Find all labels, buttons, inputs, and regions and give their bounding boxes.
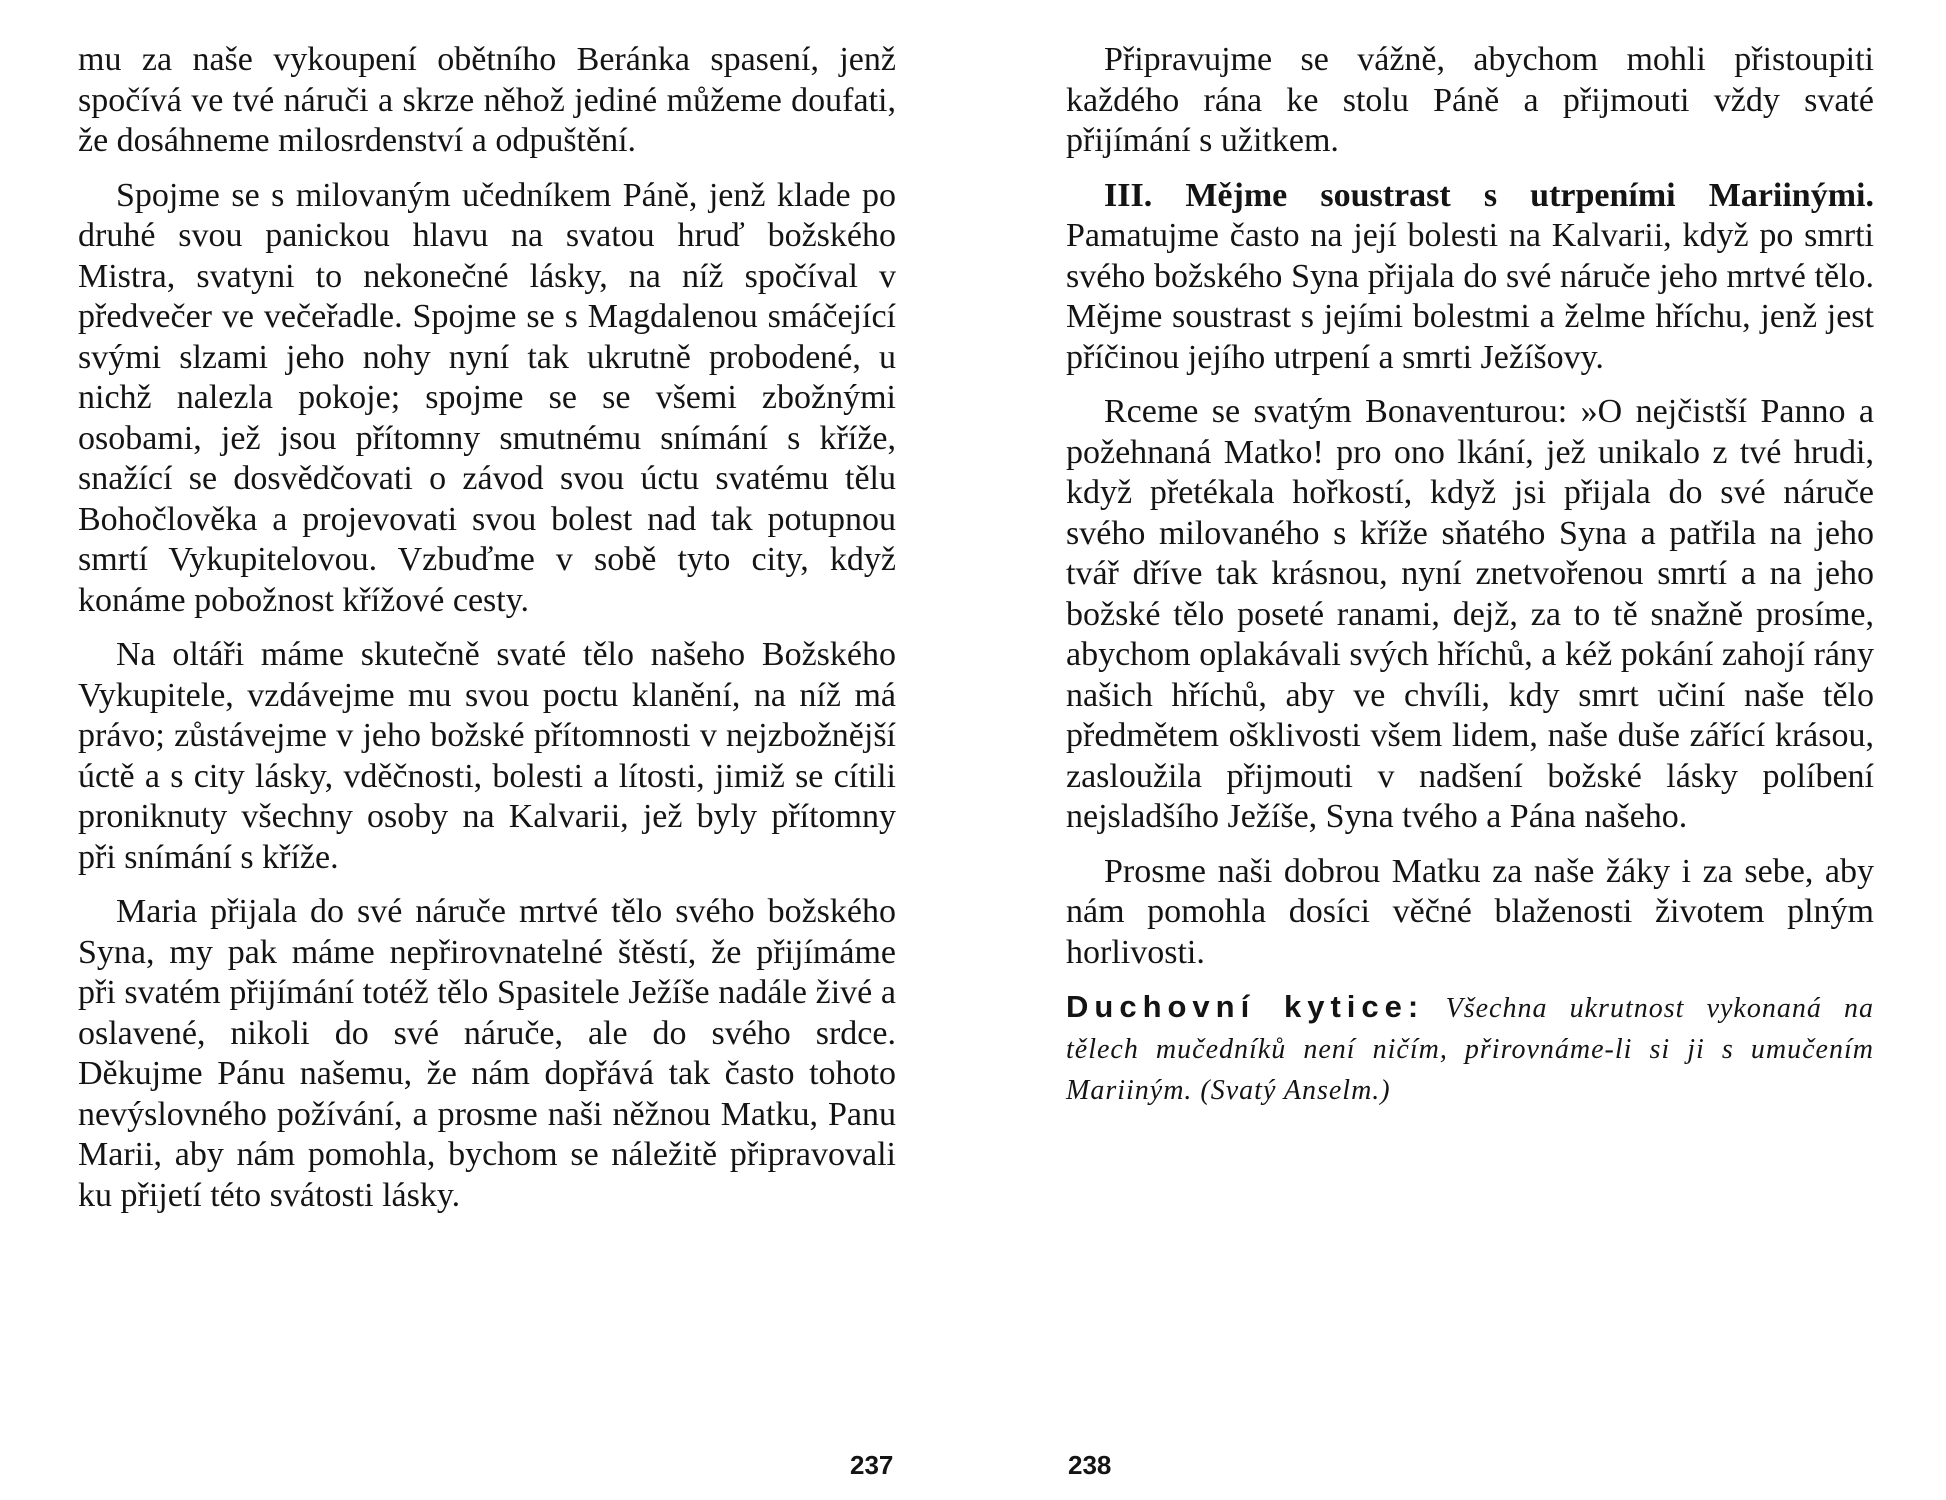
section-heading: III. Mějme soustrast s utrpeními Mariinými.	[1104, 176, 1874, 214]
right-page	[1066, 40, 1874, 1125]
section-text: Pamatujme často na její bolesti na Kalvarii, když po smrti svého božského Syna přijala do své náruče jeho mrtvé tělo. Mějme soustrast s jejími bolestmi a želme hříchu, jenž jest příčinou jejího utrpení a smrti Ježíšovy.	[1066, 217, 1874, 376]
left-paragraph-3: Na oltáři máme skutečně svaté tělo našeho Božského Vykupitele, vzdávejme mu svou poctu klanění, na níž má právo; zůstávejme v jeho božské přítomnosti v nejzbožnější úctě a s city lásky, vděčnosti, bolesti a lítosti, jimiž se cítili proniknuty všechny osoby na Kalvarii, jež byly přítomny při snímání s kříže.	[78, 636, 896, 876]
right-page-number: 238	[1068, 1450, 1112, 1480]
nosegay-label: Duchovní kytice:	[1066, 989, 1425, 1024]
left-page	[78, 40, 896, 1230]
left-paragraph-4: Maria přijala do své náruče mrtvé tělo svého božského Syna, my pak máme nepřirovnatelné štěstí, že přijímáme při svatém přijímání totéž tělo Spasitele Ježíše nadále živé a oslavené, nikoli do své náruče, ale do svého srdce. Děkujme Pánu našemu, že nám dopřává tak často tohoto nevýslovného požívání, a prosme naši něžnou Matku, Panu Marii, aby nám pomohla, bychom se náležitě připravovali ku přijetí této svátosti lásky.	[78, 893, 896, 1214]
bonaventura-paragraph: Rceme se svatým Bonaventurou: »O nejčistší Panno a požehnaná Matko! pro ono lkání, jež unikalo z tvé hrudi, když přetékala hořkostí, když jsi přijala do své náruče svého milovaného s kříže sňatého Syna a patřila na jeho tvář dříve tak krásnou, nyní znetvořenou smrtí a na jeho božské tělo poseté ranami, dejž, za to tě snažně prosíme, abychom oplakávali svých hříchů, a kéž pokání zahojí rány našich hříchů, aby ve chvíli, kdy smrt učiní naše tělo předmětem ošklivosti všem lidem, naše duše zářící krásou, zasloužila přijmouti v nadšení božské lásky políbení nejsladšího Ježíše, Syna tvého a Pána našeho.	[1066, 393, 1874, 835]
section-paragraph	[1066, 176, 1874, 379]
nosegay-text: Všechna ukrutnost vykonaná na tělech mučedníků není ničím, přirovnáme-li si ji s umučením Mariiným. (Svatý Anselm.)	[1066, 993, 1875, 1106]
prayer-paragraph: Prosme naši dobrou Matku za naše žáky i za sebe, aby nám pomohla dosíci věčné blaženosti životem plným horlivosti.	[1066, 852, 1874, 971]
left-paragraph-2: Spojme se s milovaným učedníkem Páně, jenž klade po druhé svou panickou hlavu na svatou hruď božského Mistra, svatyni to nekonečné lásky, na níž spočíval v předvečer ve večeřadle. Spojme se s Magdalenou smáčející svými slzami jeho nohy nyní tak ukrutně probodené, u nichž nalezla pokoje; spojme se se všemi zbožnými osobami, jež jsou přítomny smutnému snímání s kříže, snažící se dosvědčovati o závod svou úctu svatému tělu Bohočlověka a projevovati svou bolest nad tak potupnou smrtí Vykupitelovou. Vzbuďme v sobě tyto city, když konáme pobožnost křížové cesty.	[78, 176, 896, 619]
right-paragraph-1: Připravujme se vážně, abychom mohli přistoupiti každého rána ke stolu Páně a přijmouti vždy svaté přijímání s užitkem.	[1066, 41, 1874, 159]
left-paragraph-1: mu za naše vykoupení obětního Beránka spasení, jenž spočívá ve tvé náruči a skrze něhož jediné můžeme doufati, že dosáhneme milosrdenství a odpuštění.	[78, 41, 896, 159]
spiritual-nosegay	[1066, 987, 1874, 1111]
left-page-number: 237	[850, 1450, 894, 1480]
